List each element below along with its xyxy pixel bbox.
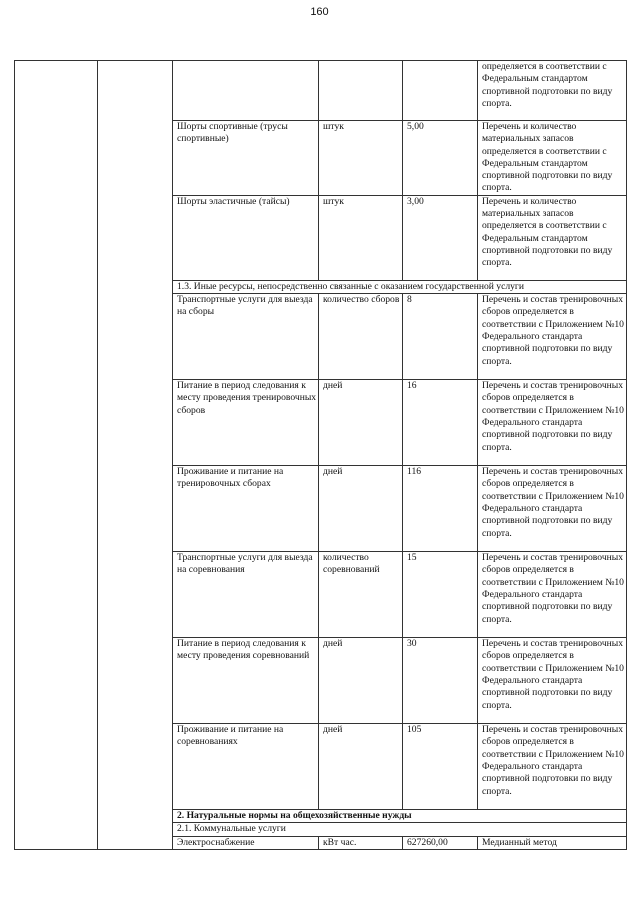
- note-cell: Перечень и состав тренировочных сборов определяется в соответствии с Приложением №10 Федерального стандарта спортивной подготовки по виду спорта.: [478, 552, 627, 638]
- quantity-cell: 30: [403, 638, 478, 724]
- unit-cell: кВт час.: [319, 836, 403, 849]
- resource-name-cell: Проживание и питание на соревнованиях: [173, 724, 319, 810]
- resource-name-cell: Электроснабжение: [173, 836, 319, 849]
- quantity-cell: [403, 61, 478, 121]
- resource-name-cell: Транспортные услуги для выезда на сборы: [173, 294, 319, 380]
- resource-name-cell: Питание в период следования к месту проведения соревнований: [173, 638, 319, 724]
- table-row: [15, 61, 627, 121]
- unit-cell: штук: [319, 121, 403, 196]
- note-cell: Перечень и количество материальных запасов определяется в соответствии с Федеральным стандартом спортивной подготовки по виду спорта.: [478, 121, 627, 196]
- section-heading: 2.1. Коммунальные услуги: [173, 823, 627, 836]
- unit-cell: дней: [319, 466, 403, 552]
- note-cell: Перечень и состав тренировочных сборов определяется в соответствии с Приложением №10 Федерального стандарта спортивной подготовки по виду спорта.: [478, 380, 627, 466]
- quantity-cell: 627260,00: [403, 836, 478, 849]
- page-number: 160: [310, 6, 329, 18]
- unit-cell: количество сборов: [319, 294, 403, 380]
- note-cell: Перечень и состав тренировочных сборов определяется в соответствии с Приложением №10 Федерального стандарта спортивной подготовки по виду спорта.: [478, 724, 627, 810]
- resource-name-cell: Шорты эластичные (тайсы): [173, 195, 319, 280]
- resource-name-cell: Шорты спортивные (трусы спортивные): [173, 121, 319, 196]
- quantity-cell: 5,00: [403, 121, 478, 196]
- unit-cell: количество соревнований: [319, 552, 403, 638]
- resource-name-cell: Питание в период следования к месту проведения тренировочных сборов: [173, 380, 319, 466]
- unit-cell: дней: [319, 380, 403, 466]
- note-cell: Перечень и состав тренировочных сборов определяется в соответствии с Приложением №10 Федерального стандарта спортивной подготовки по виду спорта.: [478, 638, 627, 724]
- note-cell: Перечень и количество материальных запасов определяется в соответствии с Федеральным стандартом спортивной подготовки по виду спорта.: [478, 195, 627, 280]
- resource-name-cell: Транспортные услуги для выезда на соревнования: [173, 552, 319, 638]
- quantity-cell: 105: [403, 724, 478, 810]
- unit-cell: дней: [319, 724, 403, 810]
- unit-cell: штук: [319, 195, 403, 280]
- service-cell: [15, 61, 98, 850]
- unit-cell: дней: [319, 638, 403, 724]
- resource-norms-table: [14, 60, 627, 850]
- quantity-cell: 15: [403, 552, 478, 638]
- quantity-cell: 8: [403, 294, 478, 380]
- note-cell: определяется в соответствии с Федеральным стандартом спортивной подготовки по виду спорта.: [478, 61, 627, 121]
- section-heading: 2. Натуральные нормы на общехозяйственные нужды: [173, 810, 627, 823]
- note-cell: Перечень и состав тренировочных сборов определяется в соответствии с Приложением №10 Федерального стандарта спортивной подготовки по виду спорта.: [478, 294, 627, 380]
- note-cell: Медианный метод: [478, 836, 627, 849]
- resource-name-cell: [173, 61, 319, 121]
- resource-name-cell: Проживание и питание на тренировочных сборах: [173, 466, 319, 552]
- quantity-cell: 16: [403, 380, 478, 466]
- note-cell: Перечень и состав тренировочных сборов определяется в соответствии с Приложением №10 Федерального стандарта спортивной подготовки по виду спорта.: [478, 466, 627, 552]
- section-heading: 1.3. Иные ресурсы, непосредственно связанные с оказанием государственной услуги: [173, 280, 627, 293]
- quantity-cell: 116: [403, 466, 478, 552]
- quantity-cell: 3,00: [403, 195, 478, 280]
- unit-cell: [319, 61, 403, 121]
- category-cell: [98, 61, 173, 850]
